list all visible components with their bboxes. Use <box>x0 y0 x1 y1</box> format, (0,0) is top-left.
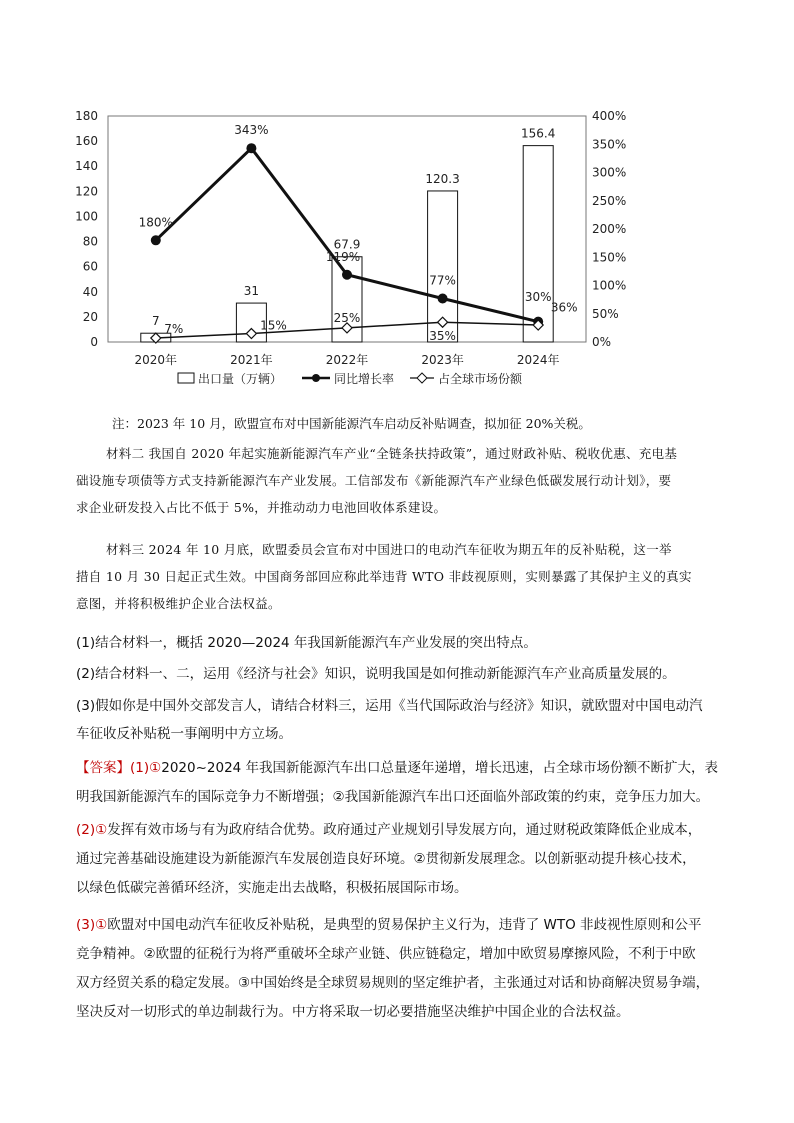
legend-bar-swatch <box>178 373 194 383</box>
growth-rate-data-label: 77% <box>429 273 456 288</box>
left-axis-tick-label: 180 <box>75 109 98 123</box>
answer-1-line: 2020~2024 年我国新能源汽车出口总量逐年递增，增长迅速，占全球市场份额不断扩大，表 <box>161 760 719 776</box>
left-axis-tick-label: 140 <box>75 159 98 174</box>
right-axis-tick-label: 400% <box>592 109 627 123</box>
bar-data-label: 156.4 <box>521 126 556 141</box>
legend-growth-marker <box>312 374 320 382</box>
growth-rate-point <box>246 143 256 153</box>
answer-3-line: 双方经贸关系的稳定发展。③中国始终是全球贸易规则的坚定维护者，主张通过对话和协商解决贸易争端， <box>76 975 710 991</box>
material-two-line: 材料二 我国自 2020 年起实施新能源汽车产业“全链条扶持政策”，通过财政补贴、税收优惠、充电基 <box>106 446 678 461</box>
x-axis-category-label: 2022年 <box>325 353 369 367</box>
material-three-line: 材料三 2024 年 10 月底，欧盟委员会宣布对中国进口的电动汽车征收为期五年的反补贴税，这一举 <box>106 542 672 557</box>
right-axis-tick-label: 100% <box>592 278 627 293</box>
answer-3-line: 竞争精神。②欧盟的征税行为将严重破坏全球产业链、供应链稳定，增加中欧贸易摩擦风险，不利于中欧 <box>76 946 696 962</box>
market-share-data-label: 35% <box>429 329 456 344</box>
left-axis-tick-label: 100 <box>75 209 98 224</box>
x-axis-category-label: 2020年 <box>134 353 178 367</box>
left-axis-tick-label: 20 <box>82 309 98 324</box>
x-axis-category-label: 2023年 <box>421 353 464 367</box>
right-axis-tick-label: 350% <box>592 137 627 152</box>
export-chart <box>0 0 794 400</box>
market-share-data-label: 30% <box>524 290 552 305</box>
left-axis-tick-label: 0 <box>90 335 98 349</box>
answer-2-prefix: (2)① <box>76 822 108 838</box>
growth-rate-point <box>151 235 161 245</box>
legend-growth-label: 同比增长率 <box>334 372 395 386</box>
right-axis-tick-label: 200% <box>592 222 627 236</box>
growth-rate-data-label: 180% <box>138 215 173 230</box>
bar-data-label: 7 <box>151 314 160 329</box>
x-axis-category-label: 2021年 <box>230 353 273 367</box>
answer-3-line: 坚决反对一切形式的单边制裁行为。中方将采取一切必要措施坚决维护中国企业的合法权益。 <box>76 1004 630 1020</box>
growth-rate-data-label: 343% <box>234 123 269 138</box>
question-3 <box>76 692 736 748</box>
answer-3 <box>76 911 738 1027</box>
answer-1-prefix: 【答案】(1)① <box>76 760 162 776</box>
right-axis-tick-label: 250% <box>592 193 627 208</box>
answer-2-line: 发挥有效市场与有为政府结合优势。政府通过产业规划引导发展方向，通过财税政策降低企业成本， <box>107 822 702 838</box>
material-three <box>76 536 736 617</box>
answer-2-line: 通过完善基础设施建设为新能源汽车发展创造良好环境。②贯彻新发展理念。以创新驱动提升核心技术， <box>76 851 696 867</box>
material-two <box>76 440 736 521</box>
right-axis-tick-label: 150% <box>592 250 627 265</box>
left-axis-tick-label: 160 <box>75 134 98 149</box>
question-3-line: (3)假如你是中国外交部发言人，请结合材料三，运用《当代国际政治与经济》知识，就欧盟对中国电动汽 <box>76 698 703 714</box>
material-three-line: 措自 10 月 30 日起正式生效。中国商务部回应称此举违背 WTO 非歧视原则，实则暴露了其保护主义的真实 <box>76 569 692 584</box>
market-share-data-label: 7% <box>164 322 184 337</box>
x-axis-category-label: 2024年 <box>516 353 560 367</box>
bar-data-label: 31 <box>243 284 260 299</box>
left-axis-tick-label: 120 <box>75 184 98 199</box>
growth-rate-point <box>342 270 352 280</box>
answer-1-line: 明我国新能源汽车的国际竞争力不断增强；②我国新能源汽车出口还面临外部政策的约束，竞争压力加大。 <box>76 789 710 805</box>
material-two-line: 求企业研发投入占比不低于 5%，并推动动力电池回收体系建设。 <box>76 500 447 515</box>
growth-rate-data-label: 119% <box>325 249 361 264</box>
material-two-line: 础设施专项债等方式支持新能源汽车产业发展。工信部发布《新能源汽车产业绿色低碳发展行动计划》，要 <box>76 473 672 488</box>
market-share-data-label: 15% <box>260 318 287 333</box>
bar-data-label: 120.3 <box>425 171 460 186</box>
growth-rate-data-label: 36% <box>550 300 578 315</box>
answer-3-line: 欧盟对中国电动汽车征收反补贴税，是典型的贸易保护主义行为，违背了 WTO 非歧视性原则和公平 <box>107 917 702 933</box>
answer-2 <box>76 816 738 903</box>
left-axis-tick-label: 40 <box>82 284 98 299</box>
question-1: (1)结合材料一，概括 2020—2024 年我国新能源汽车产业发展的突出特点。 <box>76 635 537 651</box>
answer-2-line: 以绿色低碳完善循环经济，实施走出去战略，积极拓展国际市场。 <box>76 880 468 896</box>
legend-share-marker <box>417 373 427 383</box>
answer-1 <box>76 754 738 812</box>
bar-data-label: 67.9 <box>333 237 361 252</box>
legend-share-label: 占全球市场份额 <box>438 372 523 386</box>
chart-note: 注：2023 年 10 月，欧盟宣布对中国新能源汽车启动反补贴调查，拟加征 20%关税。 <box>112 416 591 431</box>
growth-rate-point <box>438 293 448 303</box>
left-axis-tick-label: 80 <box>82 234 98 249</box>
bar-export-volume <box>523 146 553 342</box>
right-axis-tick-label: 300% <box>592 165 627 180</box>
question-3-line: 车征收反补贴税一事阐明中方立场。 <box>76 726 292 742</box>
material-three-line: 意图，并将积极维护企业合法权益。 <box>76 596 281 611</box>
answer-3-prefix: (3)① <box>76 917 108 933</box>
right-axis-tick-label: 0% <box>592 335 612 349</box>
right-axis-tick-label: 50% <box>592 306 619 321</box>
market-share-data-label: 25% <box>333 310 361 325</box>
question-2: (2)结合材料一、二，运用《经济与社会》知识，说明我国是如何推动新能源汽车产业高质量发展的。 <box>76 666 676 682</box>
left-axis-tick-label: 60 <box>82 259 98 274</box>
legend-bar-label: 出口量（万辆） <box>198 372 283 386</box>
